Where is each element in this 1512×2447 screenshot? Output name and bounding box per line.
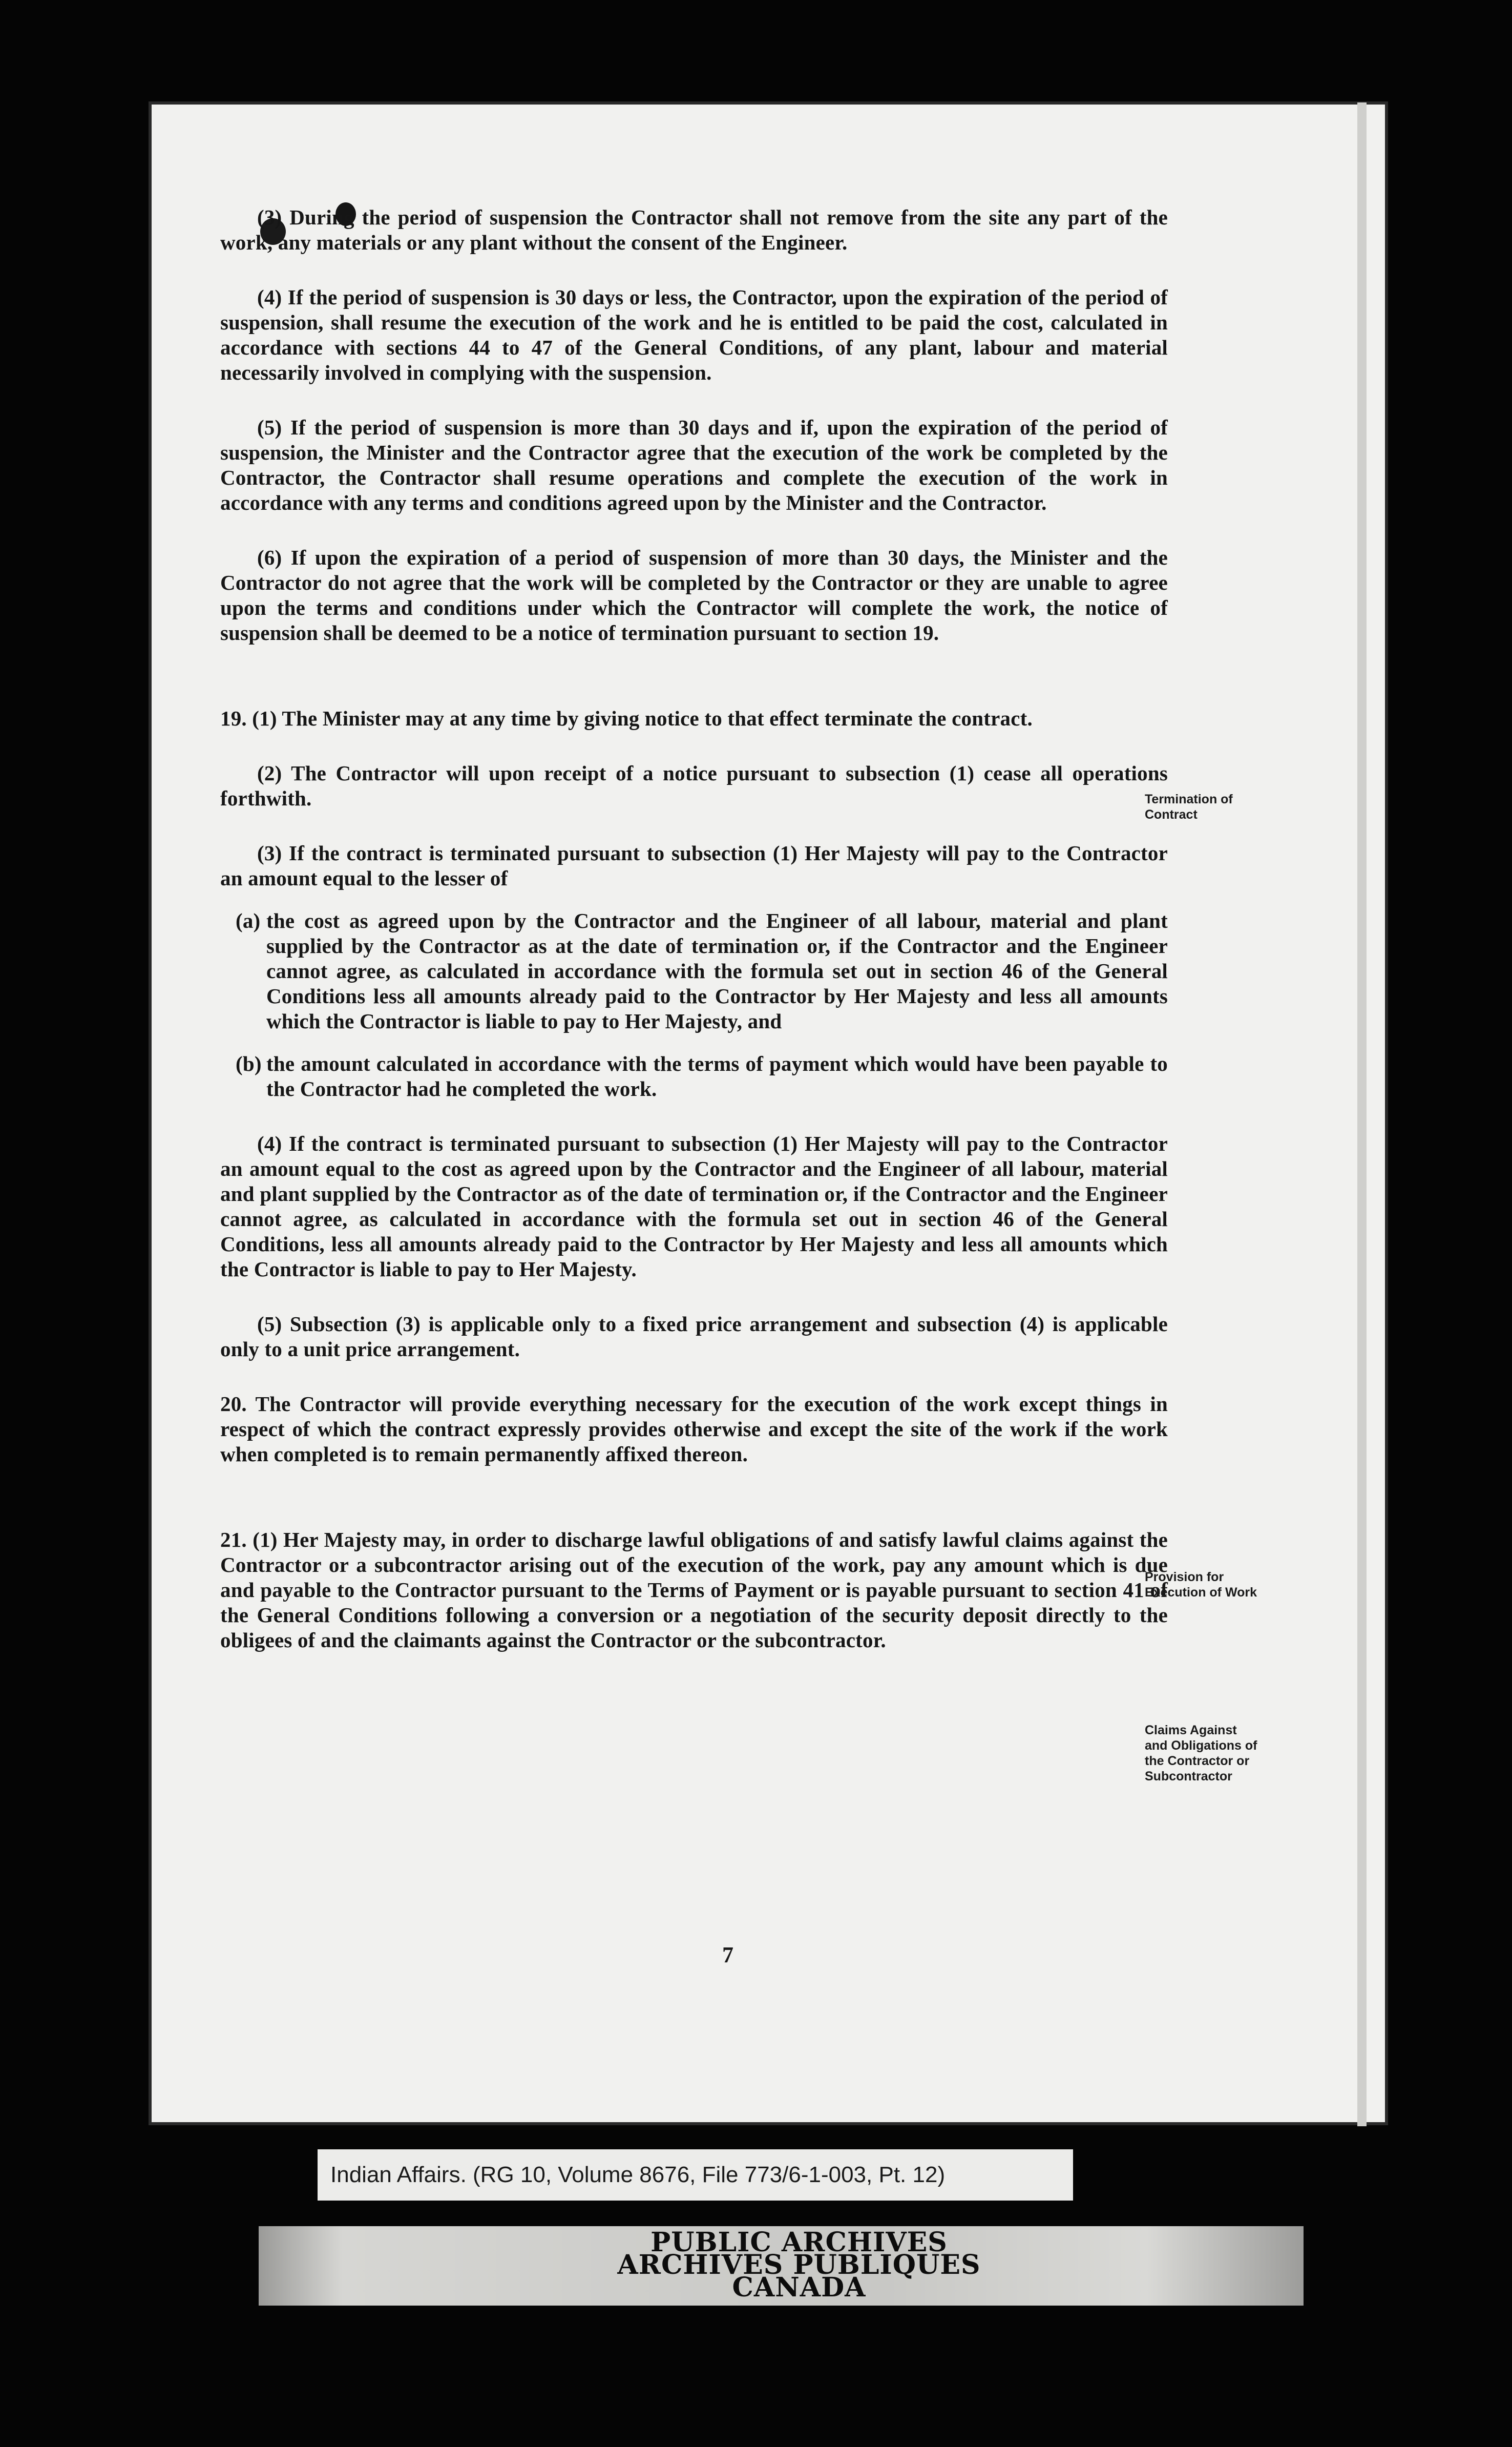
paragraph: (3) If the contract is terminated pursuant to subsection (1) Her Majesty will pay to the Contractor an amount equal to the lesser of bbox=[220, 841, 1168, 890]
paragraph: 21. (1) Her Majesty may, in order to discharge lawful obligations of and satisfy lawful claims against the Contractor or a subcontractor arising out of the execution of the work, pay any amount which is due and payable to the Contractor pursuant to the Terms of Payment or is payable pursuant to section 41 of the General Conditions following a conversion or a negotiation of the security deposit directly to the obligees of and the claimants against the Contractor or the subcontractor. bbox=[220, 1528, 1168, 1652]
paragraph: (5) Subsection (3) is applicable only to a fixed price arrangement and subsection (4) is applicable only to a unit price arrangement. bbox=[220, 1312, 1168, 1361]
stamp-line: ARCHIVES PUBLIQUES bbox=[617, 2249, 981, 2280]
paragraph: (3) During the period of suspension the Contractor shall not remove from the site any part of the work, any materials or any plant without the consent of the Engineer. bbox=[220, 205, 1168, 254]
margin-note-claims: Claims Against and Obligations of the Contractor or Subcontractor bbox=[1145, 1723, 1257, 1784]
page-edge bbox=[1357, 102, 1367, 2126]
paragraph: (2) The Contractor will upon receipt of a notice pursuant to subsection (1) cease all operations forthwith. bbox=[220, 761, 1168, 810]
list-item bbox=[220, 1051, 1168, 1102]
stamp-line: PUBLIC ARCHIVES bbox=[650, 2227, 948, 2258]
stamp-line: CANADA bbox=[732, 2272, 866, 2303]
item-label: (a) bbox=[236, 909, 261, 932]
paragraph: (4) If the contract is terminated pursuant to subsection (1) Her Majesty will pay to the Contractor an amount equal to the cost as agreed upon by the Contractor and the Engineer of all labour, material and plant supplied by the Contractor as of the date of termination or, if the Contractor and the Engineer cannot agree, as calculated in accordance with the formula set out in section 46 of the General Conditions, less all amounts already paid to the Contractor by Her Majesty and less all amounts which the Contractor is liable to pay to Her Majesty. bbox=[220, 1132, 1168, 1281]
margin-note-provision: Provision for Execution of Work bbox=[1145, 1570, 1257, 1600]
item-label: (b) bbox=[236, 1052, 262, 1075]
item-text: the amount calculated in accordance with the terms of payment which would have been payable to the Contractor had he completed the work. bbox=[266, 1052, 1168, 1101]
archive-reference-label: Indian Affairs. (RG 10, Volume 8676, File 773/6-1-003, Pt. 12) bbox=[318, 2149, 1073, 2201]
paragraph: (6) If upon the expiration of a period of suspension of more than 30 days, the Minister and the Contractor do not agree that the work will be completed by the Contractor or they are unable to agree upon the terms and conditions under which the Contractor will complete the work, the notice of suspension shall be deemed to be a notice of termination pursuant to section 19. bbox=[220, 546, 1168, 645]
paragraph: (5) If the period of suspension is more than 30 days and if, upon the expiration of the period of suspension, the Minister and the Contractor agree that the execution of the work be completed by the Contractor, the Contractor shall resume operations and complete the execution of the work in accordance with any terms and conditions agreed upon by the Minister and the Contractor. bbox=[220, 416, 1168, 514]
paragraph: 20. The Contractor will provide everything necessary for the execution of the work except things in respect of which the contract expressly provides otherwise and except the site of the work if the work when completed is to remain permanently affixed thereon. bbox=[220, 1392, 1168, 1466]
item-text: the cost as agreed upon by the Contractor and the Engineer of all labour, material and plant supplied by the Contractor as at the date of termination or, if the Contractor and the Engineer cannot agree, as calculated in accordance with the formula set out in section 46 of the General Conditions less all amounts already paid to the Contractor by Her Majesty and less all amounts which the Contractor is liable to pay to Her Majesty, and bbox=[266, 909, 1168, 1033]
margin-note-termination: Termination of Contract bbox=[1145, 792, 1233, 822]
document-body bbox=[220, 205, 1168, 1683]
paragraph: (4) If the period of suspension is 30 days or less, the Contractor, upon the expiration of the period of suspension, shall resume the execution of the work and he is entitled to be paid the cost, calculated in accordance with sections 44 to 47 of the General Conditions, of any plant, labour and material necessarily involved in complying with the suspension. bbox=[220, 285, 1168, 384]
page-number: 7 bbox=[722, 1942, 733, 1967]
paragraph: 19. (1) The Minister may at any time by giving notice to that effect terminate the contract. bbox=[220, 707, 1033, 730]
archive-stamp bbox=[543, 2227, 1055, 2303]
list-item bbox=[220, 908, 1168, 1034]
